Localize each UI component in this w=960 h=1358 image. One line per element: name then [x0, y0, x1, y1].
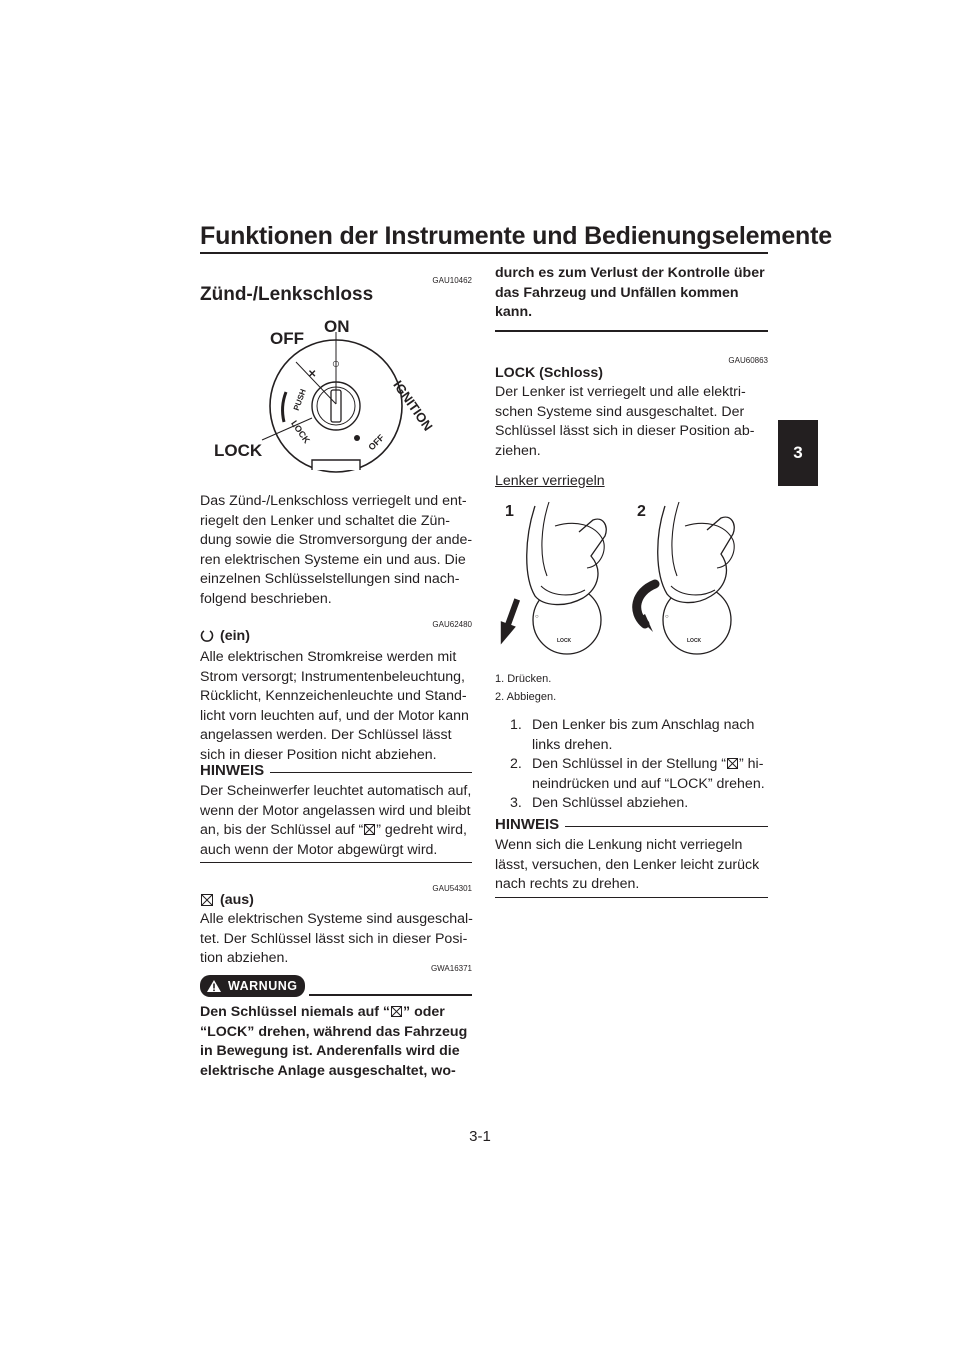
- text-line: ren elektrischen Systeme ein und aus. Die: [200, 551, 466, 568]
- note-heading: [495, 816, 768, 833]
- note-title: HINWEIS: [495, 816, 560, 833]
- svg-text:✕: ✕: [308, 369, 317, 380]
- text-span: ” oder: [403, 1004, 445, 1020]
- warning-heading: [200, 975, 472, 997]
- label-ignition: IGNITION: [390, 377, 436, 434]
- page-number: 3-1: [469, 1128, 491, 1145]
- subheading-on: [200, 628, 250, 644]
- page-header-title: Funktionen der Instrumente und Bedienungselemente: [200, 222, 832, 250]
- key-off-icon: [200, 893, 214, 907]
- step-2-drawing: [637, 502, 735, 654]
- label-off: OFF: [270, 329, 304, 348]
- subheading-off: [200, 892, 254, 908]
- text-line: schen Systeme sind ausgeschaltet. Der: [495, 403, 745, 420]
- svg-text:○: ○: [331, 355, 341, 371]
- note-heading: [200, 762, 472, 779]
- text-span: Den Schlüssel niemals auf “: [200, 1004, 391, 1020]
- off-paragraph: [200, 910, 475, 969]
- ref-code: GAU60863: [728, 356, 768, 365]
- list-item: [510, 716, 775, 755]
- warning-continuation: [495, 264, 775, 323]
- text-line: [532, 755, 765, 775]
- label-lock: LOCK: [214, 441, 263, 460]
- text-line: neindrücken und auf “LOCK” drehen.: [532, 775, 765, 792]
- key-on-icon: [200, 629, 214, 643]
- subheading-off-label: (aus): [220, 892, 254, 908]
- text-line: auch wenn der Motor abgewürgt wird.: [200, 841, 438, 858]
- lock-steps-figure: [495, 496, 770, 666]
- text-line: [200, 821, 475, 841]
- ref-code: GWA16371: [430, 964, 472, 973]
- list-number: 2.: [510, 756, 522, 772]
- figure-number-2: 2: [637, 503, 646, 520]
- warning-icon: [206, 979, 222, 993]
- label-lock-small: LOCK: [289, 418, 312, 446]
- figure-captions: [495, 670, 556, 706]
- lock-paragraph: [495, 383, 775, 461]
- text-line: Strom versorgt; Instrumentenbeleuchtung,: [200, 668, 465, 685]
- svg-text:LOCK: LOCK: [687, 638, 702, 644]
- key-off-icon: [726, 757, 739, 770]
- text-line: Alle elektrischen Stromkreise werden mit: [200, 649, 457, 665]
- text-span: Den Schlüssel in der Stellung “: [532, 756, 726, 772]
- list-number: 3.: [510, 795, 522, 811]
- subsection-title: Lenker verriegeln: [495, 473, 605, 489]
- key-off-icon: [363, 823, 376, 836]
- text-line: Den Schlüssel abziehen.: [532, 795, 689, 811]
- svg-text:○: ○: [535, 614, 539, 620]
- list-item: [510, 755, 775, 794]
- text-line: Der Scheinwerfer leuchtet automatisch auf,: [200, 783, 472, 799]
- text-span: ” hi-: [739, 756, 764, 772]
- text-line: angelassen werden. Der Schlüssel lässt: [200, 727, 452, 743]
- note-paragraph: [200, 782, 475, 860]
- text-line: elektrische Anlage ausgeschaltet, wo-: [200, 1062, 456, 1079]
- ignition-switch-figure: [200, 310, 472, 475]
- label-on: ON: [324, 317, 350, 336]
- header-rule: [200, 252, 768, 254]
- text-line: ziehen.: [495, 442, 541, 459]
- ref-code: GAU62480: [432, 620, 472, 629]
- svg-text:○: ○: [665, 614, 669, 620]
- label-off-small: OFF: [366, 432, 387, 453]
- text-line: kann.: [495, 304, 533, 320]
- divider: [200, 862, 472, 863]
- caption-item: 2. Abbiegen.: [495, 691, 557, 703]
- note-title: HINWEIS: [200, 762, 265, 779]
- text-line: Den Lenker bis zum Anschlag nach: [532, 717, 755, 733]
- warning-paragraph: [200, 1003, 480, 1081]
- svg-text:LOCK: LOCK: [557, 638, 572, 644]
- text-line: folgend beschrieben.: [200, 590, 332, 607]
- text-line: Der Lenker ist verriegelt und alle elektri-: [495, 384, 746, 400]
- ref-code: GAU10462: [432, 276, 472, 285]
- text-line: Alle elektrischen Systeme sind ausgeschal-: [200, 911, 473, 927]
- text-line: [200, 1003, 480, 1023]
- text-line: Wenn sich die Lenkung nicht verriegeln: [495, 837, 743, 853]
- label-push: PUSH: [291, 387, 308, 412]
- lock-heading: LOCK (Schloss): [495, 365, 603, 381]
- text-line: Das Zünd-/Lenkschloss verriegelt und ent-: [200, 493, 467, 509]
- text-line: sich in dieser Position nicht abziehen.: [200, 746, 437, 763]
- text-line: durch es zum Verlust der Kontrolle über: [495, 265, 765, 281]
- warning-label: WARNUNG: [228, 979, 298, 993]
- intro-paragraph: [200, 492, 475, 609]
- text-line: Schlüssel lässt sich in dieser Position ab-: [495, 423, 755, 439]
- caption-item: 1. Drücken.: [495, 673, 552, 685]
- text-line: dung sowie die Stromversorgung der ande-: [200, 532, 473, 548]
- text-line: licht vorn leuchten auf, und der Motor kann: [200, 707, 469, 724]
- figure-number-1: 1: [505, 503, 514, 520]
- subheading-on-label: (ein): [220, 628, 250, 644]
- section-heading: Zünd-/Lenkschloss: [200, 284, 374, 305]
- step-1-drawing: [495, 502, 606, 654]
- on-paragraph: [200, 648, 475, 765]
- text-line: nach rechts zu drehen.: [495, 876, 640, 892]
- note-paragraph: [495, 836, 775, 895]
- ref-code: GAU54301: [432, 884, 472, 893]
- text-line: das Fahrzeug und Unfällen kommen: [495, 284, 739, 301]
- text-line: riegelt den Lenker und schaltet die Zün-: [200, 512, 451, 529]
- steps-list: [510, 716, 775, 814]
- warning-end-rule: [495, 330, 768, 332]
- warning-badge: [200, 975, 305, 997]
- text-span: ” gedreht wird,: [376, 822, 467, 838]
- chapter-tab: 3: [778, 420, 818, 486]
- list-item: [510, 794, 775, 814]
- text-line: Rücklicht, Kennzeichenleuchte und Stand-: [200, 688, 467, 704]
- text-line: tion abziehen.: [200, 950, 289, 966]
- text-line: wenn der Motor angelassen wird und bleibt: [200, 802, 471, 819]
- text-line: lässt, versuchen, den Lenker leicht zurück: [495, 856, 760, 873]
- text-line: einzelnen Schlüsselstellungen sind nach-: [200, 571, 460, 587]
- text-span: an, bis der Schlüssel auf “: [200, 822, 364, 838]
- text-line: in Bewegung ist. Anderenfalls wird die: [200, 1043, 460, 1059]
- list-number: 1.: [510, 717, 522, 733]
- key-off-icon: [390, 1005, 403, 1018]
- text-line: links drehen.: [532, 736, 613, 753]
- warning-rule: [309, 994, 472, 996]
- text-line: tet. Der Schlüssel lässt sich in dieser Posi-: [200, 930, 468, 947]
- divider: [495, 897, 768, 898]
- text-line: “LOCK” drehen, während das Fahrzeug: [200, 1023, 468, 1040]
